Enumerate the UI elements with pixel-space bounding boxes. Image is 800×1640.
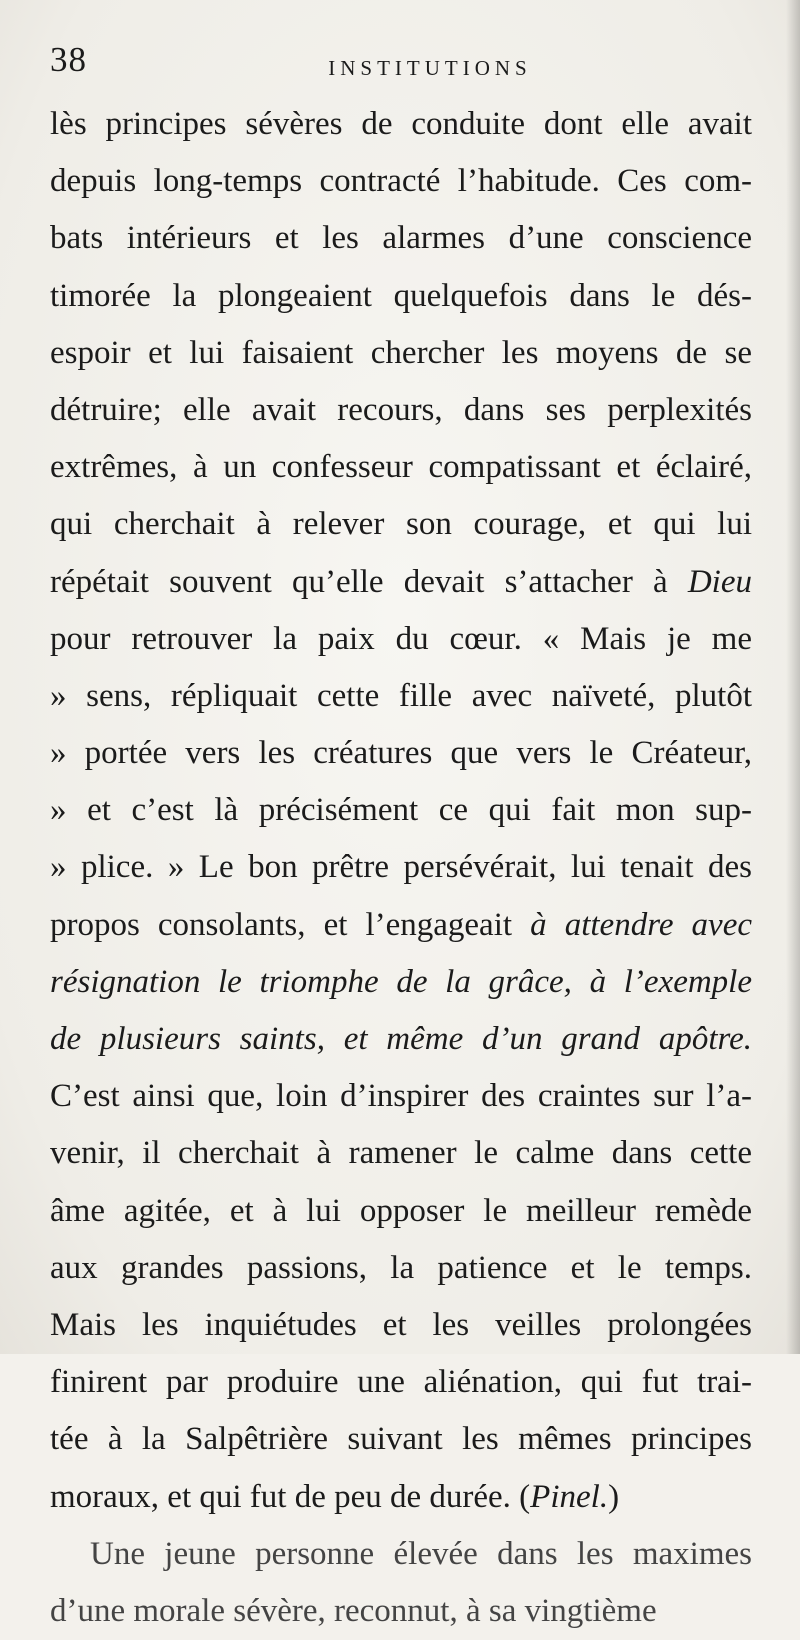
text-segment: bats intérieurs et les alarmes d’une conscience (50, 220, 752, 257)
text-line (50, 1011, 752, 1068)
text-line (50, 1583, 752, 1640)
text-segment: » sens, répliquait cette fille avec naïveté, plutôt (50, 677, 752, 714)
italic-text: résignation le triomphe de la grâce, à l’exemple (50, 963, 752, 1000)
text-line (50, 1183, 752, 1240)
text-segment: aux grandes passions, la patience et le temps. (50, 1249, 752, 1286)
text-line (50, 1411, 752, 1468)
text-line (50, 496, 752, 553)
text-segment: répétait souvent qu’elle devait s’attacher à (50, 563, 688, 600)
text-segment: extrêmes, à un confesseur compatissant et éclairé, (50, 449, 752, 486)
text-segment: moraux, et qui fut de peu de durée. ( (50, 1478, 531, 1515)
italic-text: de plusieurs saints, et même d’un grand apôtre. (50, 1021, 752, 1057)
text-line (50, 382, 752, 439)
text-segment: lès principes sévères de conduite dont elle avait (50, 106, 752, 142)
text-line (50, 153, 752, 210)
text-line (50, 782, 752, 839)
text-line (50, 1240, 752, 1297)
text-segment: Une jeune personne élevée dans les maximes (90, 1535, 752, 1572)
text-segment: timorée la plongeaient quelquefois dans le dés- (50, 277, 752, 314)
text-line (50, 210, 752, 267)
text-segment: pour retrouver la paix du cœur. « Mais je me (50, 620, 752, 657)
text-line (50, 725, 752, 782)
italic-text: Dieu (687, 563, 752, 600)
text-segment: espoir et lui faisaient chercher les moyens de se (50, 334, 752, 371)
text-line (50, 1526, 752, 1583)
text-segment: tée à la Salpêtrière suivant les mêmes principes (50, 1421, 752, 1458)
text-line (50, 1354, 752, 1411)
text-segment: venir, il cherchait à ramener le calme dans cette (50, 1135, 752, 1172)
text-line (50, 1469, 752, 1526)
text-line (50, 325, 752, 382)
text-line (50, 1068, 752, 1125)
page-number: 38 (50, 40, 87, 79)
text-segment: » et c’est là précisément ce qui fait mon sup- (50, 792, 752, 829)
text-segment: propos consolants, et l’engageait (50, 906, 531, 943)
text-line (50, 439, 752, 496)
text-line (50, 96, 752, 153)
text-line (50, 839, 752, 896)
text-segment: depuis long-temps contracté l’habitude. Ces com- (50, 163, 752, 200)
text-line (50, 954, 752, 1011)
text-segment: finirent par produire une aliénation, qui fut trai- (50, 1364, 752, 1401)
text-segment: détruire; elle avait recours, dans ses perplexités (50, 391, 752, 428)
text-line (50, 611, 752, 668)
text-line (50, 897, 752, 954)
page-header (50, 40, 750, 90)
body-text (50, 96, 752, 1640)
text-line (50, 268, 752, 325)
italic-text: Pinel. (530, 1478, 609, 1515)
text-segment: qui cherchait à relever son courage, et qui lui (50, 506, 752, 543)
text-segment: d’une morale sévère, reconnut, à sa vingtième (50, 1592, 657, 1629)
text-segment: âme agitée, et à lui opposer le meilleur remède (50, 1192, 752, 1229)
text-line (50, 554, 752, 611)
text-segment: » plice. » Le bon prêtre persévérait, lui tenait des (50, 849, 752, 886)
text-line (50, 668, 752, 725)
text-segment: » portée vers les créatures que vers le Créateur, (50, 735, 752, 772)
page-edge-shadow (786, 0, 800, 1354)
text-segment: C’est ainsi que, loin d’inspirer des craintes sur l’a- (50, 1078, 752, 1115)
text-line (50, 1297, 752, 1354)
running-head: INSTITUTIONS (328, 56, 532, 80)
text-segment: ) (608, 1478, 620, 1515)
text-line (50, 1125, 752, 1182)
text-segment: Mais les inquiétudes et les veilles prolongées (50, 1306, 752, 1343)
italic-text: à attendre avec (530, 906, 752, 943)
